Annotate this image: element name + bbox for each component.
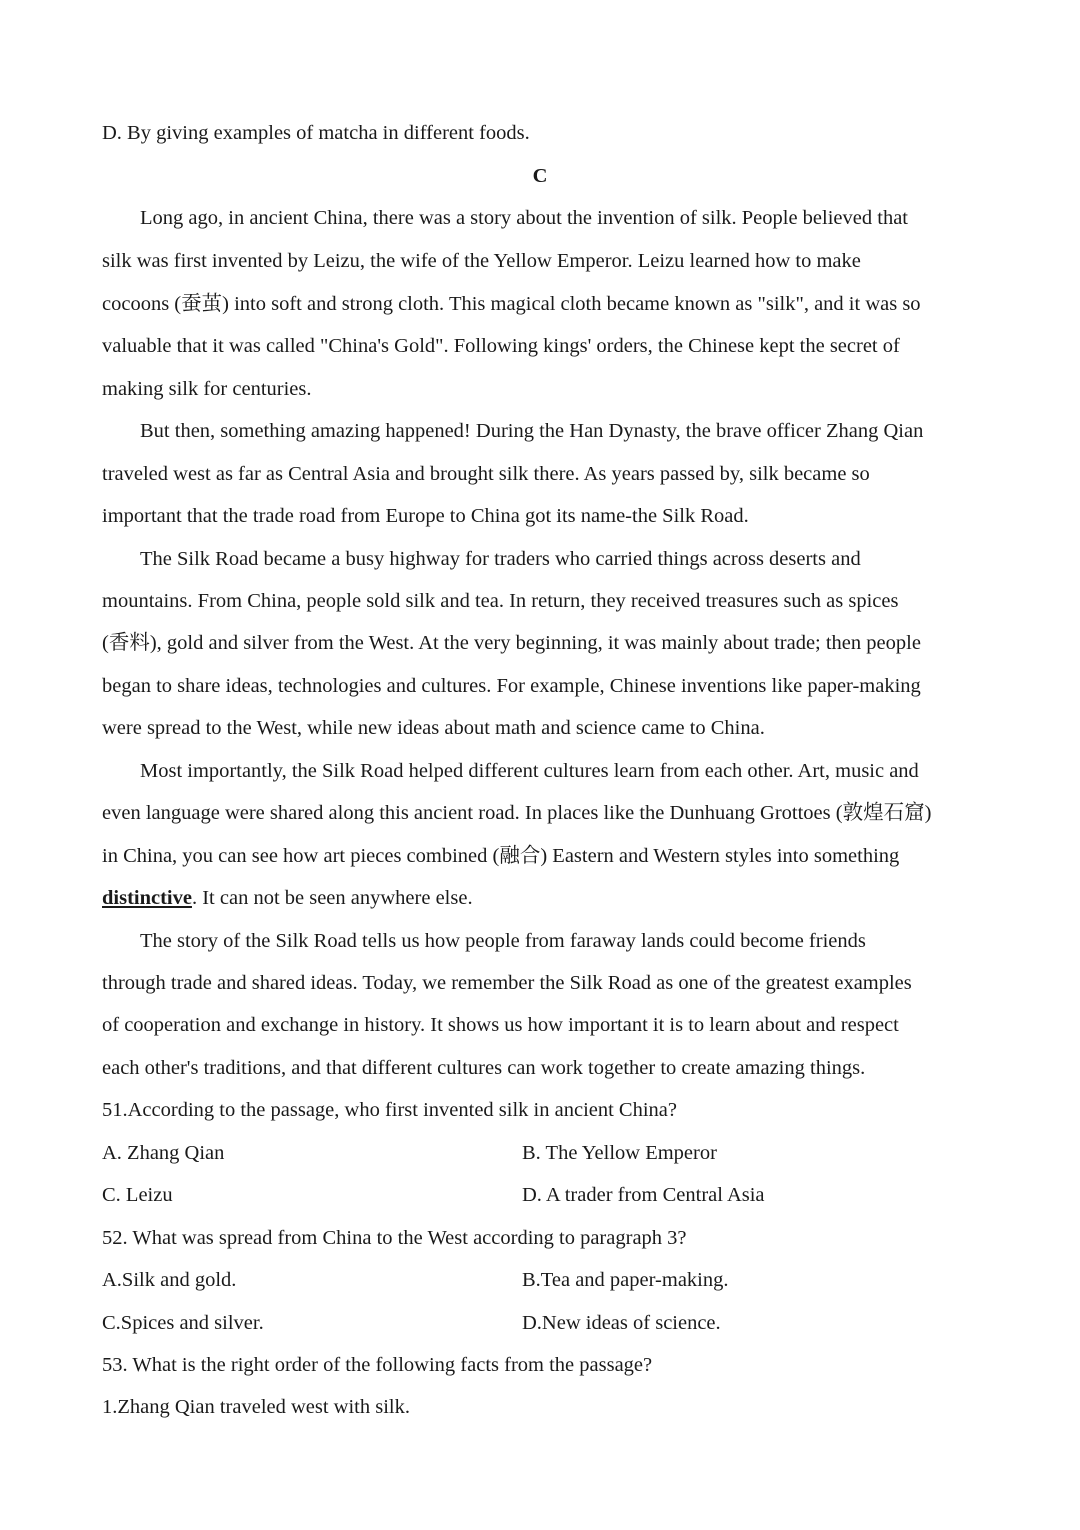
paragraph-line: of cooperation and exchange in history. It shows us how important it is to learn about and respect	[102, 1014, 899, 1036]
paragraph-line: valuable that it was called "China's Gold". Following kings' orders, the Chinese kept the secret of	[102, 335, 900, 357]
section-heading: C	[532, 165, 548, 187]
fact-item: 1.Zhang Qian traveled west with silk.	[102, 1396, 411, 1418]
paragraph-line: even language were shared along this ancient road. In places like the Dunhuang Grottoes (敦煌石窟)	[102, 802, 932, 824]
paragraph-line: important that the trade road from Europe to China got its name-the Silk Road.	[102, 505, 749, 527]
paragraph-line: began to share ideas, technologies and cultures. For example, Chinese inventions like paper-making	[102, 675, 921, 697]
option-c: C. Leizu	[102, 1184, 173, 1206]
question-stem: 52. What was spread from China to the West according to paragraph 3?	[102, 1227, 687, 1249]
paragraph-line: mountains. From China, people sold silk and tea. In return, they received treasures such as spices	[102, 590, 899, 612]
paragraph-line: silk was first invented by Leizu, the wife of the Yellow Emperor. Leizu learned how to make	[102, 250, 861, 272]
paragraph-line: Most importantly, the Silk Road helped different cultures learn from each other. Art, music and	[140, 760, 919, 782]
paragraph-line: Long ago, in ancient China, there was a story about the invention of silk. People believed that	[140, 207, 908, 229]
paragraph-line: each other's traditions, and that different cultures can work together to create amazing things.	[102, 1057, 866, 1079]
question-stem: 53. What is the right order of the following facts from the passage?	[102, 1354, 653, 1376]
paragraph-line: making silk for centuries.	[102, 378, 312, 400]
previous-question-option-d: D. By giving examples of matcha in different foods.	[102, 122, 530, 144]
option-b: B. The Yellow Emperor	[522, 1142, 717, 1164]
option-a: A.Silk and gold.	[102, 1269, 237, 1291]
paragraph-line: cocoons (蚕茧) into soft and strong cloth. This magical cloth became known as "silk", and it was so	[102, 293, 921, 315]
paragraph-line: The Silk Road became a busy highway for traders who carried things across deserts and	[140, 548, 861, 570]
paragraph-line: The story of the Silk Road tells us how people from faraway lands could become friends	[140, 930, 866, 952]
sentence-tail: . It can not be seen anywhere else.	[191, 887, 473, 909]
paragraph-line: (香料), gold and silver from the West. At the very beginning, it was mainly about trade; then people	[102, 632, 921, 654]
paragraph-line: were spread to the West, while new ideas about math and science came to China.	[102, 717, 765, 739]
option-d: D.New ideas of science.	[522, 1312, 721, 1334]
paragraph-line: in China, you can see how art pieces combined (融合) Eastern and Western styles into something	[102, 845, 900, 867]
option-b: B.Tea and paper-making.	[522, 1269, 729, 1291]
vocabulary-word: distinctive	[102, 887, 192, 909]
question-stem: 51.According to the passage, who first invented silk in ancient China?	[102, 1099, 678, 1121]
paragraph-line: traveled west as far as Central Asia and brought silk there. As years passed by, silk became so	[102, 463, 870, 485]
option-a: A. Zhang Qian	[102, 1142, 225, 1164]
paragraph-line: But then, something amazing happened! During the Han Dynasty, the brave officer Zhang Qian	[140, 420, 924, 442]
option-d: D. A trader from Central Asia	[522, 1184, 765, 1206]
paragraph-line	[102, 888, 473, 909]
option-c: C.Spices and silver.	[102, 1312, 264, 1334]
paragraph-line: through trade and shared ideas. Today, we remember the Silk Road as one of the greatest examples	[102, 972, 912, 994]
